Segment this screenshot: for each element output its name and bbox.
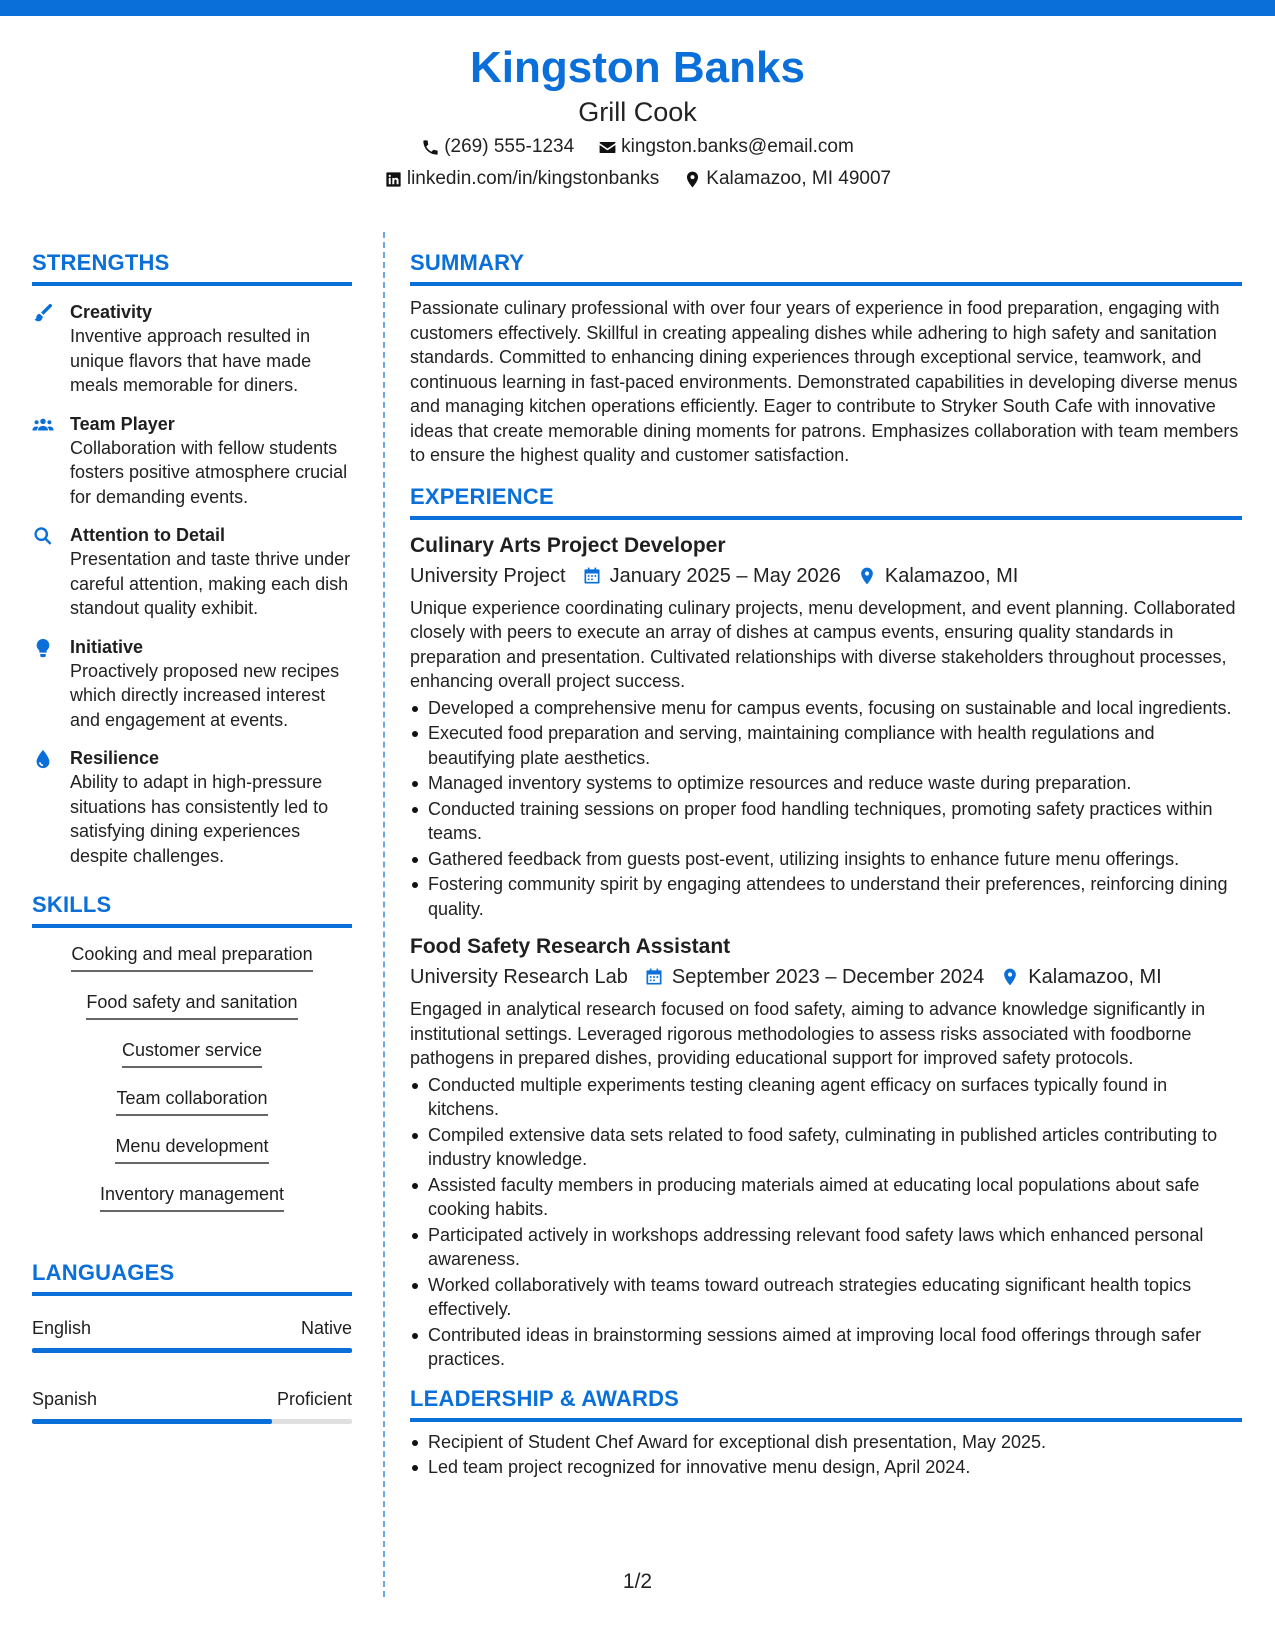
language-proficiency-bar [32, 1419, 352, 1424]
language-level: Native [300, 1318, 352, 1338]
page-number: 1/2 [622, 1570, 653, 1593]
bullet-item: Gathered feedback from guests post-event, utilizing insights to enhance future menu offerings. [410, 847, 1242, 872]
magnifier-icon [32, 525, 54, 547]
bullet-item: Conducted multiple experiments testing cleaning agent efficacy on surfaces typically found in kitchens. [410, 1073, 1242, 1122]
languages-heading: LANGUAGES [32, 1258, 352, 1296]
strength-title: Attention to Detail [70, 525, 225, 545]
strength-description: Presentation and taste thrive under careful attention, making each dish standout quality exhibit. [70, 549, 351, 618]
phone-icon [421, 138, 440, 157]
bullet-item: Conducted training sessions on proper food handling techniques, promoting safety practices within teams. [410, 797, 1242, 846]
strength-item [32, 635, 352, 733]
contact-email[interactable] [598, 135, 854, 159]
column-divider [383, 232, 385, 1597]
strength-item [32, 746, 352, 868]
email-text: kingston.banks@email.com [621, 136, 854, 157]
skill-item: Team collaboration [116, 1086, 267, 1116]
bullet-item: Contributed ideas in brainstorming sessions aimed at improving local food offerings through safer practices. [410, 1323, 1242, 1372]
users-icon [32, 414, 54, 436]
candidate-name: Kingston Banks [470, 43, 805, 92]
award-item: Led team project recognized for innovative menu design, April 2024. [410, 1455, 1242, 1480]
strength-title: Initiative [70, 636, 144, 657]
job-description: Unique experience coordinating culinary projects, menu development, and event planning. Collaborated closely with peers to execute an array of dishes at campus events, ensuring quality standards in preparation and presentation. Cultivated relationships with diverse stakeholders throughout processes, enhancing overall project success. [410, 597, 1236, 691]
envelope-icon [598, 138, 617, 157]
map-pin-icon [683, 170, 702, 189]
bullet-item: Compiled extensive data sets related to food safety, culminating in published articles contributing to industry knowledge. [410, 1123, 1242, 1172]
bullet-item: Developed a comprehensive menu for campus events, focusing on sustainable and local ingredients. [410, 696, 1242, 721]
strength-description: Inventive approach resulted in unique flavors that have made meals memorable for diners. [70, 326, 312, 395]
award-item: Recipient of Student Chef Award for exceptional dish presentation, May 2025. [410, 1430, 1242, 1455]
job-location: Kalamazoo, MI [1028, 966, 1162, 988]
contact-row-1 [0, 135, 1275, 159]
job-meta [410, 963, 1242, 991]
right-column [410, 248, 1242, 1481]
job-bullets [410, 696, 1242, 922]
summary-heading: SUMMARY [410, 248, 1242, 286]
job-dates: September 2023 – December 2024 [671, 966, 985, 988]
linkedin-icon [384, 170, 403, 189]
skill-item: Customer service [122, 1038, 262, 1068]
skill-item: Inventory management [100, 1182, 284, 1212]
top-accent-bar [0, 0, 1275, 16]
skills-heading: SKILLS [32, 890, 352, 928]
job-location: Kalamazoo, MI [884, 564, 1019, 587]
job-entry [410, 933, 1242, 1372]
skill-item: Menu development [115, 1134, 268, 1164]
bullet-item: Participated actively in workshops addressing relevant food safety laws which enhanced personal awareness. [410, 1223, 1242, 1272]
calendar-icon [644, 967, 664, 987]
language-item [32, 1316, 352, 1353]
awards-heading: LEADERSHIP & AWARDS [410, 1384, 1242, 1422]
droplet-icon [32, 748, 54, 770]
job-organization: University Project [410, 564, 566, 587]
bullet-item: Worked collaboratively with teams toward outreach strategies educating significant health topics effectively. [410, 1273, 1242, 1322]
bullet-item: Executed food preparation and serving, maintaining compliance with health regulations and beautifying plate aesthetics. [410, 721, 1242, 770]
job-dates: January 2025 – May 2026 [609, 564, 841, 587]
strength-title: Creativity [70, 302, 153, 322]
left-column [32, 248, 352, 1424]
phone-text: (269) 555-1234 [444, 136, 575, 157]
strength-description: Proactively proposed new recipes which directly increased interest and engagement at events. [70, 660, 340, 730]
contact-phone[interactable] [421, 135, 574, 159]
job-title: Culinary Arts Project Developer [410, 533, 726, 557]
bullet-item: Assisted faculty members in producing materials aimed at educating local populations about safe cooking habits. [410, 1173, 1242, 1222]
summary-text: Passionate culinary professional with over four years of experience in food preparation, engaging with customers effectively. Skillful in creating appealing dishes while adhering to high safety and sanitation standards. Committed to enhancing dining experiences through exceptional service, teamwork, and continuous learning in fast-paced environments. Demonstrated capabilities in developing diverse menus and managing kitchen operations efficiently. Eager to contribute to Stryker South Cafe with innovative ideas that create memorable dining moments for patrons. Emphasizes collaboration with team members to ensure the highest quality and customer satisfaction. [410, 298, 1239, 465]
bullet-item: Fostering community spirit by engaging attendees to understand their preferences, reinforcing dining quality. [410, 872, 1242, 921]
language-proficiency-bar [32, 1348, 352, 1353]
lightbulb-icon [32, 637, 54, 659]
job-entry [410, 532, 1242, 922]
language-name: Spanish [32, 1389, 98, 1409]
awards-list [410, 1430, 1242, 1480]
language-proficiency-fill [32, 1419, 272, 1424]
strength-title: Resilience [70, 748, 160, 768]
map-pin-icon [857, 566, 877, 586]
calendar-icon [582, 566, 602, 586]
linkedin-text: linkedin.com/in/kingstonbanks [406, 168, 660, 189]
language-proficiency-fill [32, 1348, 352, 1353]
candidate-title: Grill Cook [578, 97, 697, 127]
experience-heading: EXPERIENCE [410, 482, 1242, 520]
bullet-item: Managed inventory systems to optimize resources and reduce waste during preparation. [410, 771, 1242, 796]
strength-item [32, 523, 352, 621]
job-organization: University Research Lab [410, 966, 628, 988]
strength-description: Collaboration with fellow students fosters positive atmosphere crucial for demanding events. [70, 437, 348, 507]
job-bullets [410, 1073, 1242, 1372]
job-title: Food Safety Research Assistant [410, 935, 731, 958]
strength-title: Team Player [70, 413, 175, 434]
contact-location [683, 167, 891, 191]
contact-row-2 [0, 167, 1275, 191]
resume-header [0, 40, 1275, 191]
strength-item [32, 412, 352, 510]
location-text: Kalamazoo, MI 49007 [706, 168, 892, 189]
map-pin-icon [1000, 967, 1020, 987]
skills-list [32, 942, 352, 1230]
language-name: English [32, 1318, 92, 1338]
strength-item [32, 300, 352, 398]
language-item [32, 1387, 352, 1424]
job-meta [410, 562, 1242, 590]
paintbrush-icon [32, 302, 54, 324]
strengths-heading: STRENGTHS [32, 248, 352, 286]
skill-item: Cooking and meal preparation [71, 942, 312, 972]
strength-description: Ability to adapt in high-pressure situations has consistently led to satisfying dining experiences despite challenges. [70, 772, 329, 866]
job-description: Engaged in analytical research focused on food safety, aiming to advance knowledge significantly in institutional settings. Leveraged rigorous methodologies to assess risks associated with foodborne pathogens in prepared dishes, providing educational support for improved safety protocols. [410, 999, 1206, 1068]
language-level: Proficient [276, 1389, 352, 1409]
contact-linkedin[interactable] [384, 167, 659, 191]
skill-item: Food safety and sanitation [86, 990, 297, 1020]
